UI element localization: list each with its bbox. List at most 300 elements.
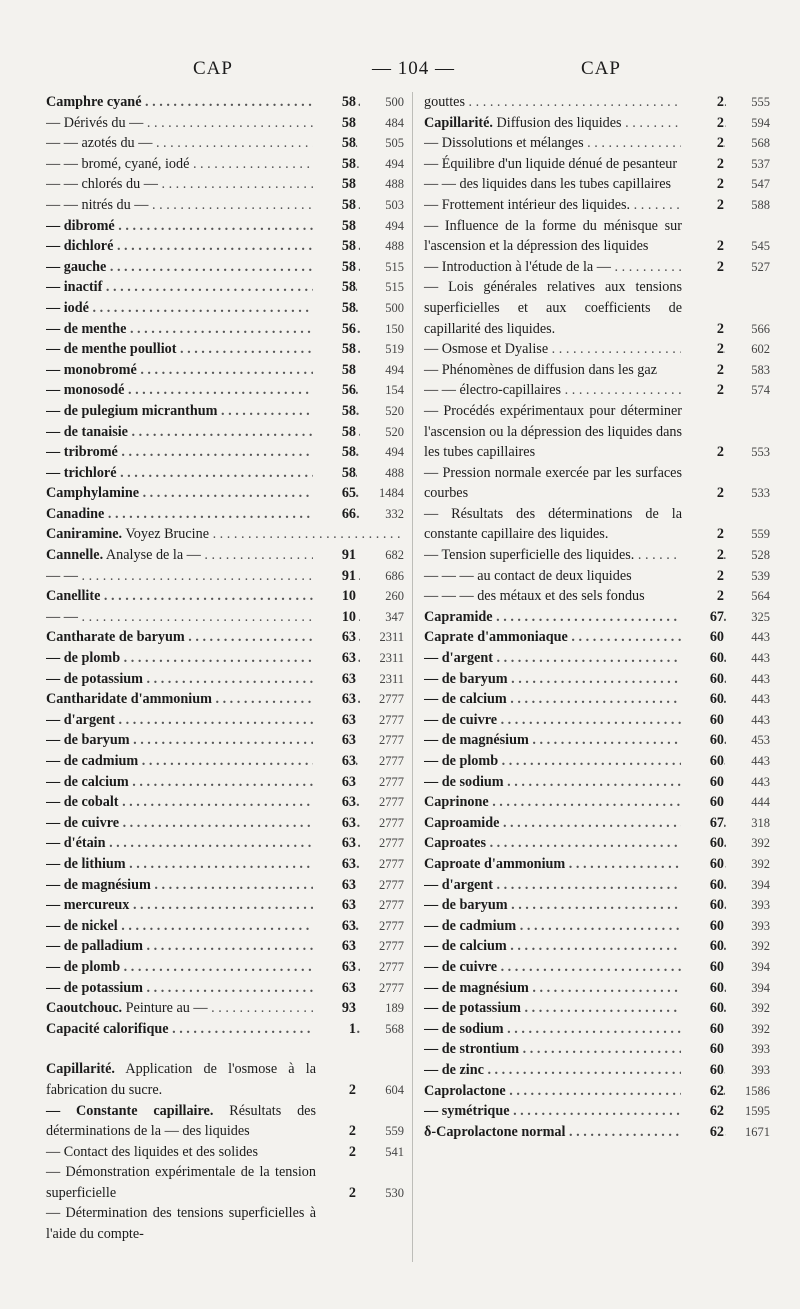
entry-page: 2777	[360, 978, 404, 999]
entry-page: 1595	[726, 1101, 770, 1122]
entry-volume: 65	[313, 483, 356, 504]
entry-term: — — chlorés du — . . .	[46, 174, 404, 195]
index-entry	[46, 895, 404, 916]
entry-term: — Phénomènes de diffusion dans les gaz	[424, 361, 657, 378]
entry-volume: 1	[313, 1019, 356, 1040]
entry-term: — de nickel . . .	[46, 916, 404, 937]
index-entry	[424, 339, 770, 360]
entry-volume: 60	[681, 978, 724, 999]
index-entry	[424, 463, 770, 504]
index-entry	[424, 113, 770, 134]
entry-page: 2777	[360, 751, 404, 772]
entry-volume: 58	[313, 360, 356, 381]
entry-term: Caprate d'ammoniaque . . .	[424, 627, 770, 648]
entry-page: 2777	[360, 833, 404, 854]
entry-page: 394	[726, 875, 770, 896]
index-entry	[46, 319, 404, 340]
entry-volume: 60	[681, 710, 724, 731]
entry-page: 2777	[360, 916, 404, 937]
entry-volume: 2	[681, 154, 724, 175]
index-entry	[424, 174, 770, 195]
entry-term: — Osmose et Dyalise . . .	[424, 339, 770, 360]
entry-volume: 58	[313, 216, 356, 237]
index-entry	[46, 463, 404, 484]
entry-term: — — . . .	[46, 566, 404, 587]
index-entry	[46, 380, 404, 401]
entry-term: — Dissolutions et mélanges . . .	[424, 133, 770, 154]
entry-volume: 60	[681, 1019, 724, 1040]
index-entry	[424, 195, 770, 216]
entry-term: — de sodium . . .	[424, 772, 770, 793]
entry-volume: 60	[681, 689, 724, 710]
index-entry	[424, 689, 770, 710]
entry-term: Cantharidate d'ammonium . . .	[46, 689, 404, 710]
entry-volume: 63	[313, 936, 356, 957]
entry-term: — Contact des liquides et des solides	[46, 1143, 258, 1160]
entry-term: — de cobalt . . .	[46, 792, 404, 813]
entry-volume: 58	[313, 113, 356, 134]
entry-term: — — des liquides dans les tubes capillaires	[424, 176, 672, 193]
index-entry	[46, 257, 404, 278]
entry-volume: 60	[681, 936, 724, 957]
entry-volume: 2	[681, 442, 724, 463]
entry-volume: 2	[681, 319, 724, 340]
entry-volume: 63	[313, 772, 356, 793]
entry-term: — d'argent . . .	[424, 648, 770, 669]
index-entry	[424, 380, 770, 401]
index-entry	[46, 524, 404, 545]
index-entry	[46, 133, 404, 154]
entry-page: 393	[726, 895, 770, 916]
entry-term: — — — au contact de deux liquides	[424, 567, 632, 584]
entry-page: 332	[360, 504, 404, 525]
index-entry	[46, 730, 404, 751]
entry-term: Caprinone . . .	[424, 792, 770, 813]
header-left-keyword: CAP	[193, 58, 233, 79]
entry-volume: 56	[313, 319, 356, 340]
entry-term: — d'argent . . .	[424, 875, 770, 896]
entry-page: 505	[360, 133, 404, 154]
entry-page: 545	[726, 236, 770, 257]
entry-volume: 60	[681, 1060, 724, 1081]
entry-term: — Constante capillaire. Résultats des déterminations de la — des liquides	[46, 1102, 317, 1140]
entry-page: 443	[726, 648, 770, 669]
index-entry	[46, 978, 404, 999]
entry-page: 393	[726, 1039, 770, 1060]
entry-page: 2777	[360, 772, 404, 793]
index-entry	[46, 1019, 404, 1040]
index-entry	[46, 504, 404, 525]
entry-term: Capramide . . .	[424, 607, 770, 628]
entry-term: — de potassium . . .	[46, 669, 404, 690]
entry-page: 583	[726, 360, 770, 381]
entry-volume: 93	[313, 998, 356, 1019]
index-entry	[46, 1203, 404, 1244]
entry-term: Caproamide . . .	[424, 813, 770, 834]
index-entry	[46, 277, 404, 298]
entry-page: 541	[360, 1142, 404, 1163]
entry-page: 392	[726, 833, 770, 854]
index-entry	[46, 689, 404, 710]
entry-term: Canadine . . .	[46, 504, 404, 525]
entry-term: Cannelle. Analyse de la — . . .	[46, 545, 404, 566]
entry-term: — Détermination des tensions superficielles à l'aide du compte-	[46, 1205, 316, 1243]
entry-volume: 58	[313, 195, 356, 216]
entry-page: 2777	[360, 854, 404, 875]
entry-term: — de tanaisie . . .	[46, 422, 404, 443]
entry-page: 443	[726, 751, 770, 772]
index-entry	[46, 483, 404, 504]
header-right-keyword: CAP	[581, 58, 621, 79]
entry-page: 520	[360, 422, 404, 443]
index-entry	[46, 545, 404, 566]
entry-page: 189	[360, 998, 404, 1019]
entry-volume: 63	[313, 895, 356, 916]
entry-term: — de strontium . . .	[424, 1039, 770, 1060]
entry-page: 325	[726, 607, 770, 628]
entry-term: Camphylamine . . .	[46, 483, 404, 504]
entry-page: 537	[726, 154, 770, 175]
entry-term: — d'étain . . .	[46, 833, 404, 854]
entry-term: — de menthe . . .	[46, 319, 404, 340]
index-entry	[424, 751, 770, 772]
entry-term: — de calcium . . .	[424, 689, 770, 710]
entry-volume: 66	[313, 504, 356, 525]
entry-page: 2777	[360, 689, 404, 710]
entry-term: Capillarité. Application de l'osmose à la fabrication du sucre.	[46, 1061, 316, 1098]
entry-term: — Dérivés du — . . .	[46, 113, 404, 134]
entry-term: — Pression normale exercée par les surfaces courbes	[424, 464, 682, 502]
entry-page: 443	[726, 689, 770, 710]
entry-volume: 67	[681, 813, 724, 834]
entry-volume: 10	[313, 586, 356, 607]
entry-volume: 63	[313, 875, 356, 896]
entry-page: 559	[360, 1121, 404, 1142]
entry-volume: 63	[313, 916, 356, 937]
index-entry	[424, 1039, 770, 1060]
index-entry	[424, 813, 770, 834]
entry-term: — de cuivre . . .	[424, 710, 770, 731]
entry-page: 444	[726, 792, 770, 813]
entry-page: 2311	[360, 648, 404, 669]
index-entry	[46, 669, 404, 690]
index-entry	[424, 627, 770, 648]
entry-page: 1671	[726, 1122, 770, 1143]
entry-page: 488	[360, 236, 404, 257]
entry-volume: 60	[681, 895, 724, 916]
index-entry	[424, 875, 770, 896]
entry-page: 2777	[360, 895, 404, 916]
index-entry	[424, 854, 770, 875]
entry-volume: 63	[313, 833, 356, 854]
entry-page: 494	[360, 154, 404, 175]
entry-page: 604	[360, 1080, 404, 1101]
entry-volume: 58	[313, 422, 356, 443]
entry-term: — monosodé . . .	[46, 380, 404, 401]
entry-page: 2777	[360, 936, 404, 957]
entry-volume: 60	[681, 627, 724, 648]
index-entry	[46, 154, 404, 175]
entry-term: — de sodium . . .	[424, 1019, 770, 1040]
index-entry	[46, 875, 404, 896]
entry-volume: 2	[313, 1121, 356, 1142]
index-entry	[46, 298, 404, 319]
entry-term: — de calcium . . .	[46, 772, 404, 793]
entry-page: 393	[726, 916, 770, 937]
entry-volume: 60	[681, 669, 724, 690]
entry-page: 2777	[360, 730, 404, 751]
entry-volume: 60	[681, 751, 724, 772]
entry-page: 2777	[360, 710, 404, 731]
entry-page: 2311	[360, 669, 404, 690]
entry-page: 394	[726, 957, 770, 978]
entry-volume: 63	[313, 792, 356, 813]
entry-term: — trichloré . . .	[46, 463, 404, 484]
entry-page: 393	[726, 1060, 770, 1081]
entry-term: — de plomb . . .	[424, 751, 770, 772]
entry-page: 682	[360, 545, 404, 566]
entry-volume: 60	[681, 792, 724, 813]
entry-page: 494	[360, 216, 404, 237]
index-entry	[424, 895, 770, 916]
entry-term: — d'argent . . .	[46, 710, 404, 731]
entry-volume: 58	[313, 339, 356, 360]
index-entry	[424, 566, 770, 587]
entry-page: 515	[360, 257, 404, 278]
entry-page: 602	[726, 339, 770, 360]
entry-term: — — azotés du — . . .	[46, 133, 404, 154]
entry-term: Caoutchouc. Peinture au — . . .	[46, 998, 404, 1019]
entry-volume: 2	[681, 566, 724, 587]
entry-term: Caprolactone . . .	[424, 1081, 770, 1102]
entry-page: 528	[726, 545, 770, 566]
index-entry	[46, 174, 404, 195]
entry-term: Capillarité. Diffusion des liquides . . .	[424, 113, 770, 134]
entry-term: — de cuivre . . .	[46, 813, 404, 834]
entry-volume: 63	[313, 710, 356, 731]
entry-volume: 60	[681, 772, 724, 793]
entry-term: — mercureux . . .	[46, 895, 404, 916]
index-entry	[424, 1060, 770, 1081]
index-entry	[424, 916, 770, 937]
entry-page: 443	[726, 772, 770, 793]
entry-page: 443	[726, 627, 770, 648]
entry-term: — de plomb . . .	[46, 648, 404, 669]
entry-volume: 63	[313, 854, 356, 875]
entry-term: Caproates . . .	[424, 833, 770, 854]
entry-page: 150	[360, 319, 404, 340]
entry-volume: 63	[313, 957, 356, 978]
entry-term: — Tension superficielle des liquides. . . .	[424, 545, 770, 566]
entry-page: 494	[360, 442, 404, 463]
entry-term: — Introduction à l'étude de la — . . .	[424, 257, 770, 278]
entry-volume: 62	[681, 1081, 724, 1102]
entry-page: 500	[360, 298, 404, 319]
entry-term: — Procédés expérimentaux pour déterminer l'ascension ou la dépression des liquides dans les tubes capillaires	[424, 402, 682, 461]
entry-page: 318	[726, 813, 770, 834]
entry-volume: 91	[313, 545, 356, 566]
entry-term: gouttes . . .	[424, 92, 770, 113]
entry-volume: 91	[313, 566, 356, 587]
entry-volume: 67	[681, 607, 724, 628]
entry-volume: 60	[681, 833, 724, 854]
entry-term: — Démonstration expérimentale de la tension superficielle	[46, 1164, 316, 1201]
entry-volume: 58	[313, 174, 356, 195]
entry-page: 494	[360, 360, 404, 381]
entry-page: 484	[360, 113, 404, 134]
index-entry	[424, 792, 770, 813]
index-entry	[424, 277, 770, 339]
entry-page: 588	[726, 195, 770, 216]
index-column-left	[46, 92, 404, 1245]
entry-term: — de magnésium . . .	[424, 730, 770, 751]
entry-term: — de cadmium . . .	[46, 751, 404, 772]
entry-term: — de potassium . . .	[424, 998, 770, 1019]
entry-page: 515	[360, 277, 404, 298]
entry-page: 154	[360, 380, 404, 401]
entry-page: 2311	[360, 627, 404, 648]
index-entry	[424, 133, 770, 154]
index-entry	[46, 916, 404, 937]
index-entry	[46, 92, 404, 113]
index-entry	[46, 339, 404, 360]
entry-volume: 60	[681, 1039, 724, 1060]
entry-volume: 63	[313, 813, 356, 834]
entry-volume: 56	[313, 380, 356, 401]
entry-page: 392	[726, 1019, 770, 1040]
entry-term: δ-Caprolactone normal . . .	[424, 1122, 770, 1143]
index-entry	[424, 586, 770, 607]
entry-volume: 63	[313, 730, 356, 751]
entry-term: — de plomb . . .	[46, 957, 404, 978]
index-entry	[46, 998, 404, 1019]
entry-term: — de cuivre . . .	[424, 957, 770, 978]
index-entry	[424, 998, 770, 1019]
entry-term: — Lois générales relatives aux tensions superficielles et aux coefficients de capillarité des liquides.	[424, 279, 682, 337]
entry-term: — inactif . . .	[46, 277, 404, 298]
entry-term: Caproate d'ammonium . . .	[424, 854, 770, 875]
entry-page: 539	[726, 566, 770, 587]
entry-volume: 60	[681, 648, 724, 669]
entry-term: — — bromé, cyané, iodé . . .	[46, 154, 404, 175]
entry-term: — dichloré . . .	[46, 236, 404, 257]
index-entry	[46, 813, 404, 834]
entry-volume: 2	[681, 195, 724, 216]
index-entry	[46, 648, 404, 669]
index-entry	[424, 1081, 770, 1102]
entry-volume: 58	[313, 463, 356, 484]
index-entry	[46, 422, 404, 443]
index-entry	[424, 772, 770, 793]
index-entry	[46, 1142, 404, 1163]
entry-term: — de magnésium . . .	[424, 978, 770, 999]
entry-volume: 2	[681, 113, 724, 134]
index-entry	[424, 1122, 770, 1143]
entry-volume: 2	[681, 586, 724, 607]
entry-term: — Résultats des déterminations de la constante capillaire des liquides.	[424, 505, 682, 543]
entry-page: 519	[360, 339, 404, 360]
index-entry	[46, 195, 404, 216]
index-entry	[46, 216, 404, 237]
entry-spacer	[46, 1039, 404, 1059]
index-entry	[424, 504, 770, 545]
entry-term: — de palladium . . .	[46, 936, 404, 957]
entry-term: — de pulegium micranthum . . .	[46, 401, 404, 422]
entry-term: — de potassium . . .	[46, 978, 404, 999]
index-entry	[424, 648, 770, 669]
entry-page: 443	[726, 669, 770, 690]
index-entry	[424, 730, 770, 751]
entry-volume: 2	[313, 1183, 356, 1204]
entry-page: 555	[726, 92, 770, 113]
index-entry	[46, 710, 404, 731]
index-entry	[46, 586, 404, 607]
entry-term: — de baryum . . .	[424, 669, 770, 690]
entry-volume: 60	[681, 957, 724, 978]
entry-volume: 2	[681, 257, 724, 278]
entry-term: — de magnésium . . .	[46, 875, 404, 896]
entry-volume: 2	[681, 92, 724, 113]
entry-page: 347	[360, 607, 404, 628]
index-entry	[424, 936, 770, 957]
entry-page: 2777	[360, 792, 404, 813]
index-entry	[46, 833, 404, 854]
entry-term: Cantharate de baryum . . .	[46, 627, 404, 648]
index-entry	[46, 751, 404, 772]
entry-volume: 2	[681, 380, 724, 401]
index-entry	[46, 360, 404, 381]
entry-volume: 2	[681, 174, 724, 195]
entry-volume: 63	[313, 751, 356, 772]
entry-term: — gauche . . .	[46, 257, 404, 278]
entry-term: — symétrique . . .	[424, 1101, 770, 1122]
entry-term: — de cadmium . . .	[424, 916, 770, 937]
index-entry	[46, 566, 404, 587]
entry-volume: 63	[313, 648, 356, 669]
index-entry	[424, 401, 770, 463]
entry-page: 1484	[360, 483, 404, 504]
entry-volume: 58	[313, 442, 356, 463]
entry-page: 686	[360, 566, 404, 587]
index-entry	[46, 1162, 404, 1203]
entry-term: — — — des métaux et des sels fondus	[424, 588, 645, 605]
entry-volume: 58	[313, 154, 356, 175]
entry-volume: 62	[681, 1101, 724, 1122]
entry-volume: 58	[313, 277, 356, 298]
entry-page: 568	[726, 133, 770, 154]
index-entry	[424, 833, 770, 854]
entry-page: 392	[726, 998, 770, 1019]
entry-term: — de baryum . . .	[46, 730, 404, 751]
entry-volume: 2	[681, 133, 724, 154]
entry-volume: 58	[313, 92, 356, 113]
entry-page: 553	[726, 442, 770, 463]
entry-page: 2777	[360, 875, 404, 896]
entry-term: — monobromé . . .	[46, 360, 404, 381]
entry-page: 488	[360, 174, 404, 195]
entry-volume: 2	[681, 483, 724, 504]
entry-volume: 10	[313, 607, 356, 628]
entry-volume: 2	[681, 339, 724, 360]
entry-volume: 2	[681, 236, 724, 257]
entry-term: Capacité calorifique . . .	[46, 1019, 404, 1040]
entry-volume: 63	[313, 689, 356, 710]
entry-page: 394	[726, 978, 770, 999]
index-entry	[424, 1019, 770, 1040]
entry-term: — Équilibre d'un liquide dénué de pesanteur	[424, 155, 678, 172]
entry-volume: 2	[681, 360, 724, 381]
entry-page: 1586	[726, 1081, 770, 1102]
